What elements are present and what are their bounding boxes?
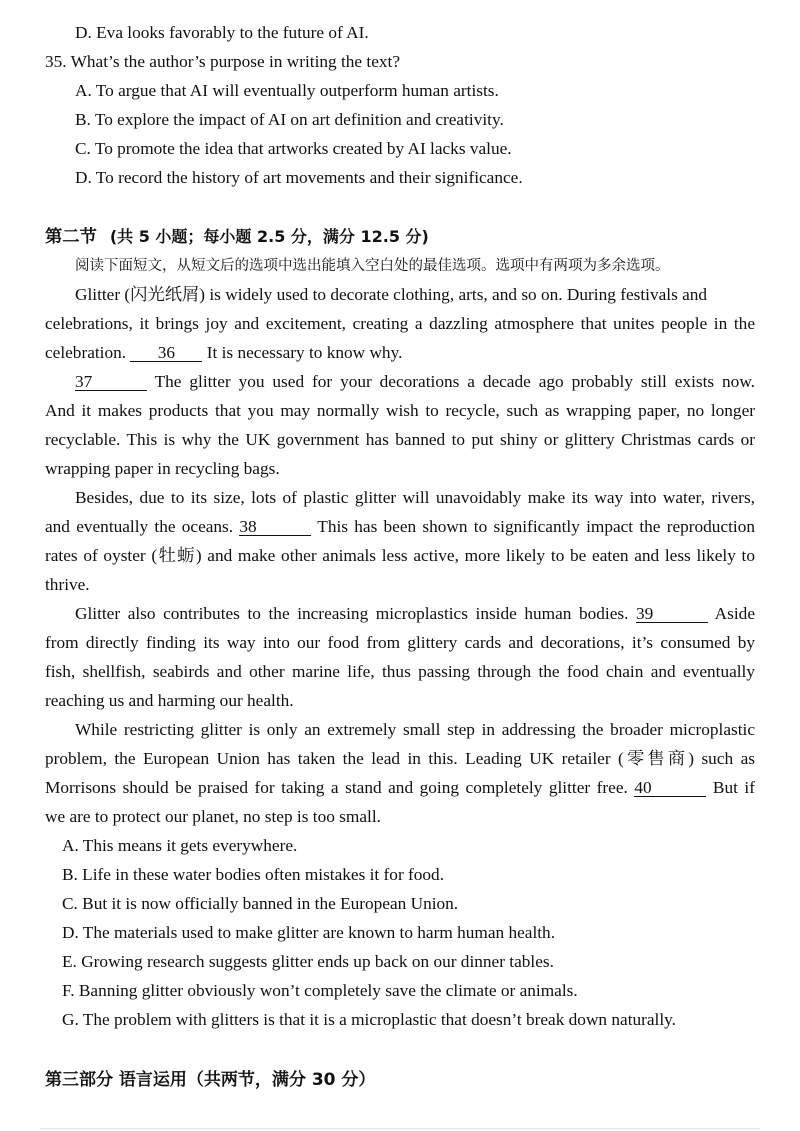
- p2-line1-text: The glitter you used for your decorations a decade ago probably still exists now.: [154, 372, 755, 391]
- section2-heading: [45, 226, 800, 248]
- option-b: B. Life in these water bodies often mistakes it for food.: [62, 865, 445, 884]
- option-a: A. This means it gets everywhere.: [62, 836, 298, 855]
- p1-line3-a: celebration.: [45, 343, 127, 362]
- part3-heading: 第三部分 语言运用（共两节，满分 30 分）: [45, 1070, 376, 1090]
- p3-line3: rates of oyster (牡蛎) and make other animals less active, more likely to be eaten and less likely to: [45, 546, 755, 565]
- blank-37: 37: [75, 373, 147, 391]
- q35-option-a: A. To argue that AI will eventually outperform human artists.: [75, 81, 499, 100]
- p5-line3-b: But if: [712, 778, 755, 797]
- p5-line1: While restricting glitter is only an extremely small step in addressing the broader microplastic: [75, 720, 755, 739]
- p2-line4: wrapping paper in recycling bags.: [45, 459, 280, 478]
- blank-36: 36: [130, 344, 202, 362]
- p5-line3: [45, 777, 755, 799]
- section2-title-cn: 第二节: [45, 227, 97, 247]
- p3-line2-a: and eventually the oceans.: [45, 517, 234, 536]
- p5-line3-a: Morrisons should be praised for taking a stand and going completely glitter free.: [45, 778, 628, 797]
- p1-line3: [45, 342, 800, 364]
- q35-stem: 35. What’s the author’s purpose in writing the text?: [45, 52, 400, 71]
- section2-instruction: 阅读下面短文，从短文后的选项中选出能填入空白处的最佳选项。选项中有两项为多余选项。: [75, 258, 670, 274]
- p3-line2: [45, 516, 755, 538]
- page-divider: [40, 1128, 760, 1129]
- blank-38: 38: [239, 518, 311, 536]
- blank-40: 40: [634, 779, 706, 797]
- blank-39: 39: [636, 605, 708, 623]
- option-g: G. The problem with glitters is that it is a microplastic that doesn’t break down naturally.: [62, 1010, 676, 1029]
- q35-option-c: C. To promote the idea that artworks created by AI lacks value.: [75, 139, 512, 158]
- p2-line1: [75, 371, 755, 393]
- p2-line2: And it makes products that you may normally wish to recycle, such as wrapping paper, no longer: [45, 401, 755, 420]
- p4-line4: reaching us and harming our health.: [45, 691, 294, 710]
- p2-line3: recyclable. This is why the UK government has banned to put shiny or glittery Christmas cards or: [45, 430, 755, 449]
- p5-line2: problem, the European Union has taken the lead in this. Leading UK retailer (零售商) such as: [45, 749, 755, 768]
- option-f: F. Banning glitter obviously won’t completely save the climate or animals.: [62, 981, 578, 1000]
- q35-option-b: B. To explore the impact of AI on art definition and creativity.: [75, 110, 504, 129]
- p3-line4: thrive.: [45, 575, 90, 594]
- option-e: E. Growing research suggests glitter ends up back on our dinner tables.: [62, 952, 554, 971]
- option-c: C. But it is now officially banned in the European Union.: [62, 894, 459, 913]
- p5-line4: we are to protect our planet, no step is too small.: [45, 807, 381, 826]
- p1-line2: celebrations, it brings joy and excitement, creating a dazzling atmosphere that unites people in the: [45, 314, 755, 333]
- p4-line1-b: Aside: [714, 604, 755, 623]
- section2-title-rest: (共 5 小题；每小题 2.5 分，满分 12.5 分): [109, 227, 429, 246]
- p1-line1: Glitter (闪光纸屑) is widely used to decorate clothing, arts, and so on. During festivals and: [75, 285, 708, 304]
- p4-line3: fish, shellfish, seabirds and other marine life, thus passing through the food chain and eventually: [45, 662, 755, 681]
- p1-line3-b: It is necessary to know why.: [206, 343, 403, 362]
- p4-line1-a: Glitter also contributes to the increasing microplastics inside human bodies.: [75, 604, 629, 623]
- p3-line2-b: This has been shown to significantly impact the reproduction: [317, 517, 755, 536]
- p4-line1: [75, 603, 755, 625]
- q34-option-d: D. Eva looks favorably to the future of AI.: [75, 23, 369, 42]
- p3-line1: Besides, due to its size, lots of plastic glitter will unavoidably make its way into water, rivers,: [75, 488, 755, 507]
- option-d: D. The materials used to make glitter are known to harm human health.: [62, 923, 556, 942]
- q35-option-d: D. To record the history of art movements and their significance.: [75, 168, 523, 187]
- p4-line2: from directly finding its way into our food from glittery cards and decorations, it’s consumed by: [45, 633, 755, 652]
